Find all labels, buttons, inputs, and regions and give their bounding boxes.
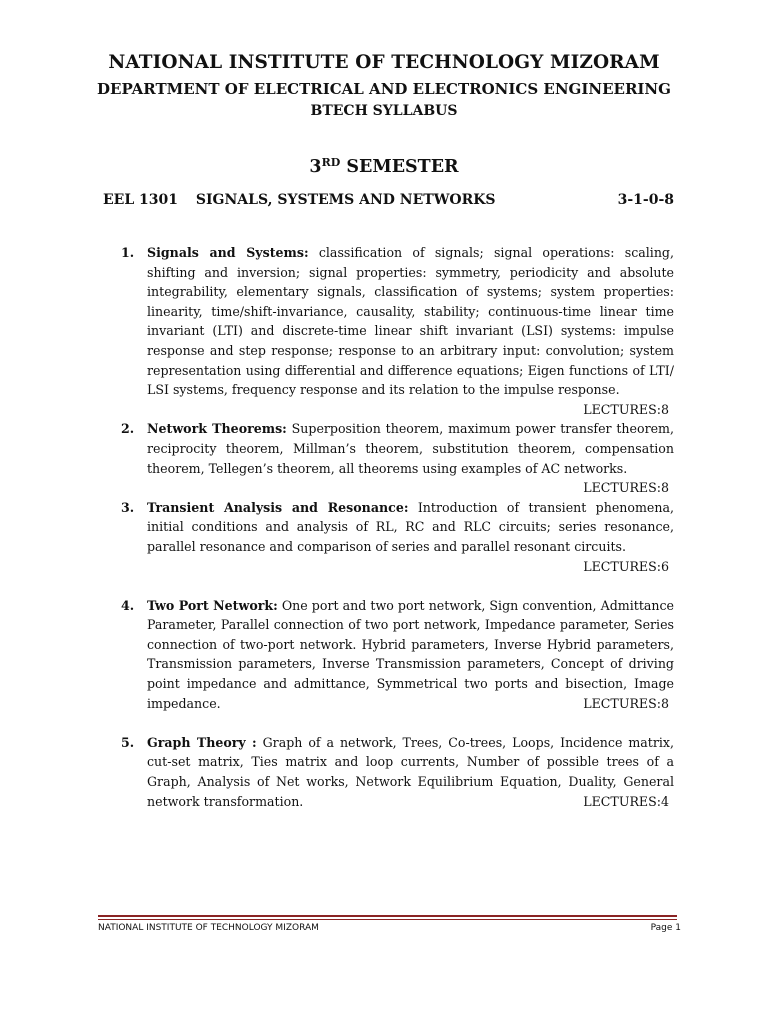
semester-suffix: RD [321,156,341,169]
unit-item [121,243,674,417]
unit-lectures: LECTURES:8 [583,401,669,417]
unit-body: One port and two port network, Sign convention, Admittance Parameter, Parallel connection of two port network, Impedance parameter, Series connection of two-port network. Hybrid parameters, Inverse Hybrid parameters, Transmission parameters, Inverse Transmission parameters, Concept of driving point impedance and admittance, Symmetrical two ports and bisection, Image impedance. [147,597,675,711]
course-title: SIGNALS, SYSTEMS AND NETWORKS [195,192,496,208]
page-number: Page 1 [650,923,681,933]
unit-title: Graph Theory : [147,734,257,750]
program-title: BTECH SYLLABUS [310,103,458,119]
course-heading [103,192,674,208]
footer-rule [98,915,677,917]
semester-heading [0,156,768,177]
unit-item [121,596,674,714]
unit-number: 2. [121,421,135,437]
unit-body: Superposition theorem, maximum power transfer theorem, reciprocity theorem, Millman’s theorem, substitution theorem, compensation theorem, Tellegen’s theorem, all theorems using examples of AC networks. [147,421,674,476]
unit-title: Signals and Systems: [147,245,309,260]
unit-title: Network Theorems: [147,421,287,437]
course-code: EEL 1301 [103,192,179,208]
unit-body: Introduction of transient phenomena, initial conditions and analysis of RL, RC and RLC circuits; series resonance, parallel resonance and comparison of series and parallel resonant circuits. [147,499,674,554]
footer-institute: NATIONAL INSTITUTE OF TECHNOLOGY MIZORAM [98,923,319,933]
unit-number: 3. [121,499,135,515]
unit-list [121,243,674,831]
unit-body: classification of signals; signal operations: scaling, shifting and inversion; signal properties: symmetry, periodicity and absolute integrability, elementary signals, classification of systems; system properties: linearity, time/shift-invariance, causality, stability; continuous-time linear time invariant (LTI) and discrete-time linear shift invariant (LSI) systems: impulse response and step response; response to an arbitrary input: convolution; system representation using differential and difference equations; Eigen functions of LTI/ LSI systems, frequency response and its relation to the impulse response. [147,245,674,398]
unit-lectures: LECTURES:6 [583,558,669,574]
unit-item [121,419,674,496]
unit-item [121,498,674,576]
unit-title: Transient Analysis and Resonance: [147,499,409,515]
semester-label: SEMESTER [340,157,459,177]
unit-number: 5. [121,734,135,750]
unit-item [121,733,674,811]
unit-body: Graph of a network, Trees, Co-trees, Loops, Incidence matrix, cut-set matrix, Ties matrix and loop currents, Number of possible trees of a Graph, Analysis of Net works, Network Equilibrium Equation, Duality, General network transformation. [147,734,674,809]
institute-title: NATIONAL INSTITUTE OF TECHNOLOGY MIZORAM [108,52,660,73]
unit-title: Two Port Network: [147,597,278,613]
unit-number: 1. [121,245,135,260]
page-footer [98,923,681,933]
unit-lectures: LECTURES:4 [583,793,669,809]
unit-lectures: LECTURES:8 [583,480,669,496]
department-title: DEPARTMENT OF ELECTRICAL AND ELECTRONICS ENGINEERING [97,80,671,98]
semester-number: 3 [309,157,322,177]
unit-lectures: LECTURES:8 [583,695,669,711]
course-credits: 3-1-0-8 [617,192,674,208]
footer-rule-thin [98,919,677,920]
unit-number: 4. [121,597,135,613]
